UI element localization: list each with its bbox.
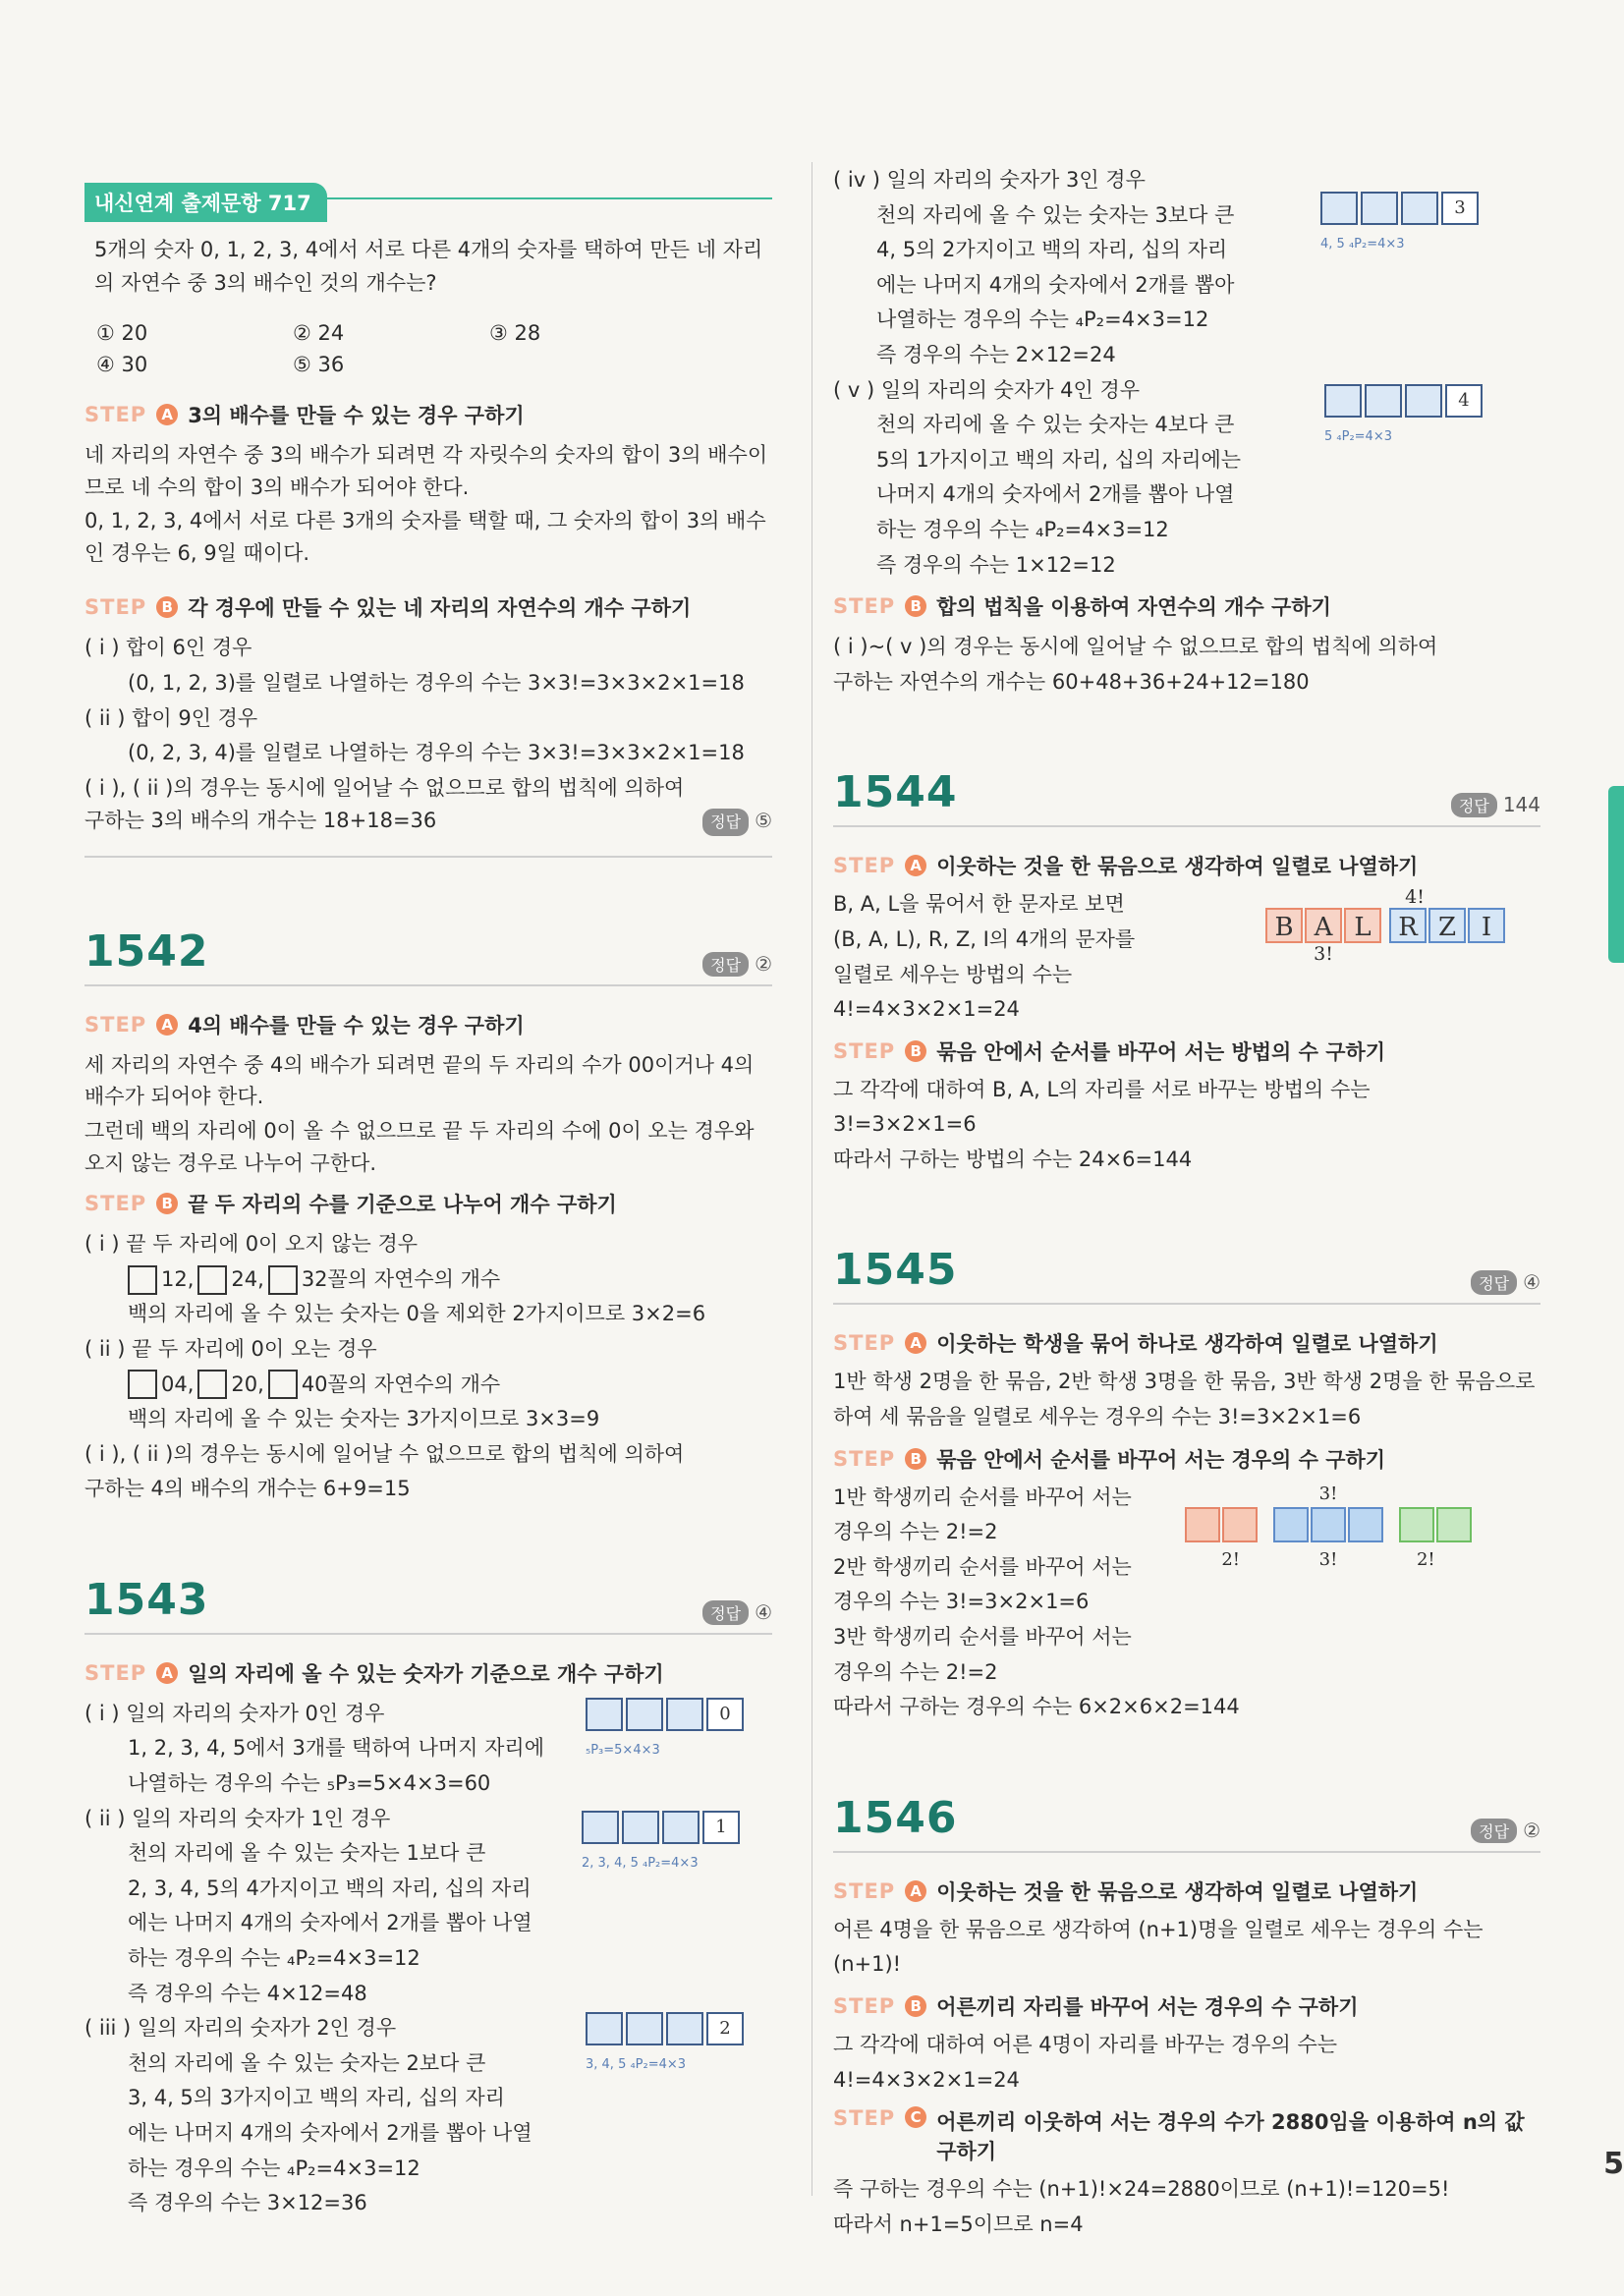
step-title: 묶음 안에서 순서를 바꾸어 서는 방법의 수 구하기 <box>936 1039 1386 1064</box>
naesin-problem <box>84 183 772 376</box>
cell <box>1320 192 1358 225</box>
case-line: 천의 자리에 올 수 있는 숫자는 4보다 큰 <box>876 413 1235 437</box>
step-a-badge: A <box>156 404 178 425</box>
naesin-step-a-text1: 네 자리의 자연수 중 3의 배수가 되려면 각 자릿수의 숫자의 합이 3의 배수이므로 네 수의 합이 3의 배수가 되어야 한다. <box>84 443 768 499</box>
cell <box>666 1698 703 1731</box>
text-line: 일렬로 세우는 방법의 수는 <box>833 962 1073 986</box>
p1543-concl-2: 구하는 자연수의 개수는 60+48+36+24+12=180 <box>833 669 1310 694</box>
naesin-step-b <box>84 592 772 622</box>
step-b-badge: B <box>156 1193 178 1214</box>
answer-badge: 정답 <box>702 952 749 977</box>
step-title: 이웃하는 학생을 묶어 하나로 생각하여 일렬로 나열하기 <box>936 1332 1438 1357</box>
case-1-body: (0, 1, 2, 3)를 일렬로 나열하는 경우의 수는 3×3!=3×3×2×1=18 <box>128 670 745 695</box>
figure-label-top: 3! <box>1318 1483 1338 1504</box>
step-title: 끝 두 자리의 수를 기준으로 나누어 개수 구하기 <box>188 1193 617 1217</box>
step-title: 일의 자리에 올 수 있는 숫자가 기준으로 개수 구하기 <box>188 1661 664 1686</box>
p1543-step-a <box>84 1658 772 1688</box>
step-label: STEP <box>833 854 896 878</box>
choice-list <box>96 321 772 376</box>
form-text: 40꼴의 자연수의 개수 <box>301 1372 501 1396</box>
step-b-badge: B <box>905 1995 926 2017</box>
step-title: 이웃하는 것을 한 묶음으로 생각하여 일렬로 나열하기 <box>936 855 1419 879</box>
units-digit: 2 <box>706 2012 744 2045</box>
step-title: 어른끼리 자리를 바꾸어 서는 경우의 수 구하기 <box>936 1995 1359 2019</box>
p1545-b-body <box>833 1482 1540 1724</box>
text-line: 4!=4×3×2×1=24 <box>833 997 1020 1022</box>
answer-mark <box>1451 793 1540 817</box>
p1543-case-2 <box>84 1803 772 2011</box>
p1543-case-1 <box>84 1698 772 1801</box>
student-group-figure <box>1182 1484 1475 1570</box>
text-line: 그 각각에 대하여 어른 4명이 자리를 바꾸는 경우의 수는 <box>833 2033 1338 2056</box>
problem-1544-header <box>833 767 1540 827</box>
step-b-badge: B <box>156 596 178 618</box>
p1542-concl-1: ( i ), ( ii )의 경우는 동시에 일어날 수 없으므로 합의 법칙에 의하여 <box>84 1441 685 1466</box>
cell <box>1365 384 1402 418</box>
naesin-question: 5개의 숫자 0, 1, 2, 3, 4에서 서로 다른 4개의 숫자를 택하여 만든 네 자리의 자연수 중 3의 배수인 것의 개수는? <box>94 238 763 295</box>
problem-1545-header <box>833 1245 1540 1305</box>
step-label: STEP <box>84 1192 147 1216</box>
figure-caption: 5 ₄P₂=4×3 <box>1324 428 1392 444</box>
answer-value: ④ <box>755 1599 772 1624</box>
step-title-line: 어른끼리 이웃하여 서는 경우의 수가 2880임을 이용하여 n의 값 <box>936 2110 1525 2135</box>
step-a-badge: A <box>905 855 926 876</box>
text-line: 즉 구하는 경우의 수는 (n+1)!×24=2880이므로 (n+1)!=120=5! <box>833 2177 1450 2202</box>
form-text: 04, <box>161 1372 195 1396</box>
units-digit: 1 <box>702 1811 740 1844</box>
student-cell <box>1222 1507 1258 1542</box>
step-title: 묶음 안에서 순서를 바꾸어 서는 경우의 수 구하기 <box>936 1447 1386 1472</box>
step-b-badge: B <box>905 1448 926 1470</box>
case-line: 에는 나머지 4개의 숫자에서 2개를 뽑아 나열 <box>128 2121 532 2145</box>
blank-box <box>197 1370 227 1399</box>
cell <box>1324 384 1362 418</box>
blank-box <box>128 1265 157 1295</box>
p1546-step-b <box>833 1991 1540 2021</box>
problem-1546-header <box>833 1793 1540 1853</box>
step-label: STEP <box>84 1012 147 1036</box>
class1-group <box>1182 1504 1260 1545</box>
naesin-step-a-text2: 0, 1, 2, 3, 4에서 서로 다른 3개의 숫자를 택할 때, 그 숫자의 합이 3의 배수인 경우는 6, 9일 때이다. <box>84 509 766 565</box>
cell <box>586 1698 623 1731</box>
step-a-badge: A <box>156 1662 178 1684</box>
answer-mark <box>702 1600 772 1625</box>
choice-2: ② 24 <box>293 321 345 346</box>
case-line: 즉 경우의 수는 2×12=24 <box>876 342 1116 366</box>
units-digit: 0 <box>706 1698 744 1731</box>
digit-box-figure <box>1324 384 1483 444</box>
step-title: 합의 법칙을 이용하여 자연수의 개수 구하기 <box>936 595 1331 620</box>
cell <box>626 1698 663 1731</box>
chapter-tab <box>1608 786 1624 963</box>
choice-3: ③ 28 <box>489 321 541 346</box>
case-2-head: ( ii ) 합이 9인 경우 <box>84 705 258 730</box>
letter-cell: Z <box>1428 908 1466 943</box>
problem-number: 1542 <box>84 925 209 977</box>
letter-group-rzi <box>1389 908 1505 943</box>
answer-value: ⑤ <box>755 809 772 833</box>
cell <box>626 2012 663 2045</box>
choice-4: ④ 30 <box>96 353 148 377</box>
step-c-badge: C <box>905 2106 926 2128</box>
case-2-body: (0, 2, 3, 4)를 일렬로 나열하는 경우의 수는 3×3!=3×3×2×1=18 <box>128 741 745 765</box>
figure-label-bottom: 3! <box>1314 943 1333 966</box>
step-a-badge: A <box>905 1332 926 1354</box>
step-title <box>936 2106 1524 2165</box>
case-line: 1, 2, 3, 4, 5에서 3개를 택하여 나머지 자리에 <box>128 1736 544 1761</box>
case-head: ( v ) 일의 자리의 숫자가 4인 경우 <box>833 377 1141 402</box>
letter-cell: R <box>1389 908 1427 943</box>
cell <box>1401 192 1438 225</box>
case-line: 천의 자리에 올 수 있는 숫자는 2보다 큰 <box>128 2050 486 2075</box>
step-label: STEP <box>833 1331 896 1356</box>
text-line: 3!=3×2×1=6 <box>833 1112 977 1137</box>
p1544-step-b <box>833 1036 1540 1066</box>
answer-badge: 정답 <box>1471 1819 1517 1843</box>
p1543-step-b <box>833 591 1540 621</box>
digit-box-figure <box>582 1811 740 1871</box>
p1542-text2: 그런데 백의 자리에 0이 올 수 없으므로 끝 두 자리의 수에 0이 오는 경우와 오지 않는 경우로 나누어 구한다. <box>84 1119 755 1175</box>
step-title: 각 경우에 만들 수 있는 네 자리의 자연수의 개수 구하기 <box>188 596 692 621</box>
figure-label: 3! <box>1318 1548 1338 1570</box>
cell <box>1405 384 1442 418</box>
case-head: ( iv ) 일의 자리의 숫자가 3인 경우 <box>833 168 1146 192</box>
text-line: 3반 학생끼리 순서를 바꾸어 서는 <box>833 1625 1132 1650</box>
problem-1542-header <box>84 926 772 986</box>
step-title-line: 구하기 <box>936 2140 997 2164</box>
student-cell <box>1273 1507 1309 1542</box>
blank-box <box>197 1265 227 1295</box>
p1542-case-2-head: ( ii ) 끝 두 자리에 0이 오는 경우 <box>84 1336 377 1361</box>
cell <box>586 2012 623 2045</box>
figure-caption: 4, 5 ₄P₂=4×3 <box>1320 237 1405 252</box>
section-divider <box>84 856 772 858</box>
p1542-step-b <box>84 1189 772 1218</box>
answer-mark <box>702 805 772 838</box>
text-line: 경우의 수는 2!=2 <box>833 1520 998 1544</box>
student-cell <box>1185 1507 1220 1542</box>
case-line: 5의 1가지이고 백의 자리, 십의 자리에는 <box>876 447 1242 472</box>
units-digit: 3 <box>1441 192 1479 225</box>
problem-number: 1545 <box>833 1245 958 1296</box>
step-label: STEP <box>833 594 896 619</box>
text-line: 2반 학생끼리 순서를 바꾸어 서는 <box>833 1554 1132 1579</box>
case-line: 나머지 4개의 숫자에서 2개를 뽑아 나열 <box>876 482 1235 507</box>
left-column <box>84 167 772 2220</box>
text-line: 경우의 수는 3!=3×2×1=6 <box>833 1590 1090 1614</box>
answer-badge: 정답 <box>1451 793 1497 817</box>
page-number: 5 <box>1603 2147 1624 2181</box>
case-head: ( i ) 일의 자리의 숫자가 0인 경우 <box>84 1701 385 1725</box>
figure-label-top: 4! <box>1405 886 1425 909</box>
step-label: STEP <box>84 1660 147 1685</box>
case-line: 3, 4, 5의 3가지이고 백의 자리, 십의 자리 <box>128 2086 505 2110</box>
p1543-case-4 <box>833 164 1540 372</box>
letter-cell: L <box>1344 908 1381 943</box>
p1546-step-a <box>833 1876 1540 1906</box>
step-title: 3의 배수를 만들 수 있는 경우 구하기 <box>188 404 525 428</box>
blank-box <box>128 1370 157 1399</box>
case-line: 천의 자리에 올 수 있는 숫자는 3보다 큰 <box>876 202 1235 227</box>
digit-box-figure <box>586 2012 744 2072</box>
step-b-badge: B <box>905 595 926 617</box>
figure-label: 2! <box>1221 1548 1240 1570</box>
p1542-text1: 세 자리의 자연수 중 4의 배수가 되려면 끝의 두 자리의 수가 00이거나 4의 배수가 되어야 한다. <box>84 1052 755 1109</box>
problem-number: 1543 <box>84 1574 209 1625</box>
student-cell <box>1348 1507 1383 1542</box>
figure-label: 2! <box>1416 1548 1435 1570</box>
case-line: 나열하는 경우의 수는 ₅P₃=5×4×3=60 <box>128 1771 491 1796</box>
answer-value: ② <box>755 951 772 976</box>
p1542-case-1-body: 백의 자리에 올 수 있는 숫자는 0을 제외한 2가지이므로 3×2=6 <box>128 1302 706 1326</box>
text-line: 따라서 구하는 방법의 수는 24×6=144 <box>833 1147 1193 1171</box>
blank-box <box>268 1370 298 1399</box>
text-line: 1반 학생끼리 순서를 바꾸어 서는 <box>833 1484 1132 1509</box>
case-line: 4, 5의 2가지이고 백의 자리, 십의 자리 <box>876 238 1228 262</box>
class3-group <box>1396 1504 1475 1545</box>
case-line: 천의 자리에 올 수 있는 숫자는 1보다 큰 <box>128 1841 486 1866</box>
problem-number: 1544 <box>833 767 958 818</box>
blank-box <box>268 1265 298 1295</box>
digit-box-figure <box>1320 192 1479 252</box>
step-label: STEP <box>84 595 147 620</box>
p1542-concl-2: 구하는 4의 배수의 개수는 6+9=15 <box>84 1477 411 1501</box>
case-line: 2, 3, 4, 5의 4가지이고 백의 자리, 십의 자리 <box>128 1876 532 1900</box>
cell <box>582 1811 619 1844</box>
form-text: 24, <box>231 1266 264 1291</box>
p1545-step-b <box>833 1444 1540 1474</box>
case-line: 즉 경우의 수는 1×12=12 <box>876 552 1116 577</box>
problem-1543-header <box>84 1575 772 1635</box>
problem-number: 1546 <box>833 1792 958 1843</box>
letter-cell: B <box>1265 908 1303 943</box>
p1542-case-1-head: ( i ) 끝 두 자리에 0이 오지 않는 경우 <box>84 1232 419 1257</box>
case-head: ( ii ) 일의 자리의 숫자가 1인 경우 <box>84 1806 391 1830</box>
class2-group <box>1270 1504 1386 1545</box>
step-b-badge: B <box>905 1040 926 1062</box>
step-a-badge: A <box>905 1880 926 1902</box>
form-text: 32꼴의 자연수의 개수 <box>301 1266 501 1291</box>
cell <box>666 2012 703 2045</box>
step-label: STEP <box>84 403 147 427</box>
case-line: 하는 경우의 수는 ₄P₂=4×3=12 <box>876 517 1169 541</box>
p1544-step-a <box>833 851 1540 880</box>
step-label: STEP <box>833 1878 896 1903</box>
text-line: 그 각각에 대하여 B, A, L의 자리를 서로 바꾸는 방법의 수는 <box>833 1077 1371 1101</box>
answer-mark <box>1471 1270 1540 1295</box>
form-text: 12, <box>161 1266 195 1291</box>
letter-cell: I <box>1468 908 1505 943</box>
student-cell <box>1311 1507 1346 1542</box>
p1542-case-1-forms <box>84 1263 772 1297</box>
case-line: 즉 경우의 수는 3×12=36 <box>128 2191 367 2215</box>
p1542-case-2-forms <box>84 1369 772 1402</box>
p1542-step-a <box>84 1010 772 1039</box>
step-label: STEP <box>833 1446 896 1471</box>
naesin-step-a <box>84 400 772 429</box>
cell <box>622 1811 659 1844</box>
right-column <box>833 162 1540 2241</box>
case-1-head: ( i ) 합이 6인 경우 <box>84 636 252 660</box>
text-line: 1반 학생 2명을 한 묶음, 2반 학생 3명을 한 묶음, 3반 학생 2명을 한 묶음으로 <box>833 1370 1536 1394</box>
case-line: 에는 나머지 4개의 숫자에서 2개를 뽑아 <box>876 272 1235 297</box>
figure-caption: ₅P₃=5×4×3 <box>586 1742 660 1758</box>
cell <box>1361 192 1398 225</box>
text-line: B, A, L을 묶어서 한 문자로 보면 <box>833 892 1125 917</box>
step-a-badge: A <box>156 1014 178 1036</box>
answer-mark <box>702 952 772 977</box>
text-line: 하여 세 묶음을 일렬로 세우는 경우의 수는 3!=3×2×1=6 <box>833 1405 1362 1429</box>
case-line: 에는 나머지 4개의 숫자에서 2개를 뽑아 나열 <box>128 1911 532 1935</box>
conclusion-1: ( i ), ( ii )의 경우는 동시에 일어날 수 없으므로 합의 법칙에 의하여 <box>84 775 685 800</box>
answer-mark <box>1471 1819 1540 1843</box>
text-line: 경우의 수는 2!=2 <box>833 1659 998 1684</box>
text-line: 따라서 구하는 경우의 수는 6×2×6×2=144 <box>833 1695 1240 1719</box>
step-label: STEP <box>833 2106 896 2131</box>
text-line: 어른 4명을 한 묶음으로 생각하여 (n+1)명을 일렬로 세우는 경우의 수는 <box>833 1917 1484 1941</box>
step-title: 4의 배수를 만들 수 있는 경우 구하기 <box>188 1013 525 1037</box>
step-label: STEP <box>833 1994 896 2018</box>
answer-badge: 정답 <box>702 1600 749 1625</box>
letter-group-figure <box>1265 886 1505 965</box>
digit-box-figure <box>586 1698 744 1758</box>
answer-badge: 정답 <box>1471 1270 1517 1295</box>
form-text: 20, <box>231 1372 264 1396</box>
p1544-a-body <box>833 888 1540 1026</box>
choice-5: ⑤ 36 <box>293 353 345 377</box>
figure-caption: 3, 4, 5 ₄P₂=4×3 <box>586 2057 687 2073</box>
student-cell <box>1436 1507 1472 1542</box>
text-line: (B, A, L), R, Z, I의 4개의 문자를 <box>833 926 1136 951</box>
naesin-tag: 내신연계 출제문항 717 <box>84 183 327 222</box>
conclusion-2: 구하는 3의 배수의 개수는 18+18=36 <box>84 809 437 833</box>
text-line: 따라서 n+1=5이므로 n=4 <box>833 2212 1084 2236</box>
p1545-step-a <box>833 1328 1540 1358</box>
p1543-case-5 <box>833 374 1540 583</box>
answer-value: 144 <box>1502 793 1540 817</box>
case-line: 나열하는 경우의 수는 ₄P₂=4×3=12 <box>876 308 1209 332</box>
cell <box>662 1811 700 1844</box>
case-line: 하는 경우의 수는 ₄P₂=4×3=12 <box>128 2156 420 2180</box>
p1542-case-2-body: 백의 자리에 올 수 있는 숫자는 3가지이므로 3×3=9 <box>128 1407 600 1431</box>
text-line: (n+1)! <box>833 1952 902 1977</box>
answer-value: ② <box>1523 1818 1540 1842</box>
figure-caption: 2, 3, 4, 5 ₄P₂=4×3 <box>582 1855 699 1871</box>
answer-badge: 정답 <box>702 809 749 836</box>
answer-value: ④ <box>1523 1270 1540 1295</box>
conclusion-answer-line <box>84 805 772 838</box>
student-cell <box>1399 1507 1434 1542</box>
p1543-case-3 <box>84 2012 772 2220</box>
step-label: STEP <box>833 1038 896 1063</box>
p1543-concl-1: ( i )~( v )의 경우는 동시에 일어날 수 없으므로 합의 법칙에 의하여 <box>833 635 1438 659</box>
case-line: 하는 경우의 수는 ₄P₂=4×3=12 <box>128 1946 420 1971</box>
letter-group-bal <box>1265 908 1381 943</box>
case-line: 즉 경우의 수는 4×12=48 <box>128 1981 367 2005</box>
p1546-step-c <box>833 2106 1540 2165</box>
case-head: ( iii ) 일의 자리의 숫자가 2인 경우 <box>84 2016 397 2041</box>
units-digit: 4 <box>1445 384 1483 418</box>
step-title: 이웃하는 것을 한 묶음으로 생각하여 일렬로 나열하기 <box>936 1879 1419 1904</box>
choice-1: ① 20 <box>96 321 148 346</box>
letter-cell: A <box>1305 908 1342 943</box>
text-line: 4!=4×3×2×1=24 <box>833 2067 1020 2092</box>
